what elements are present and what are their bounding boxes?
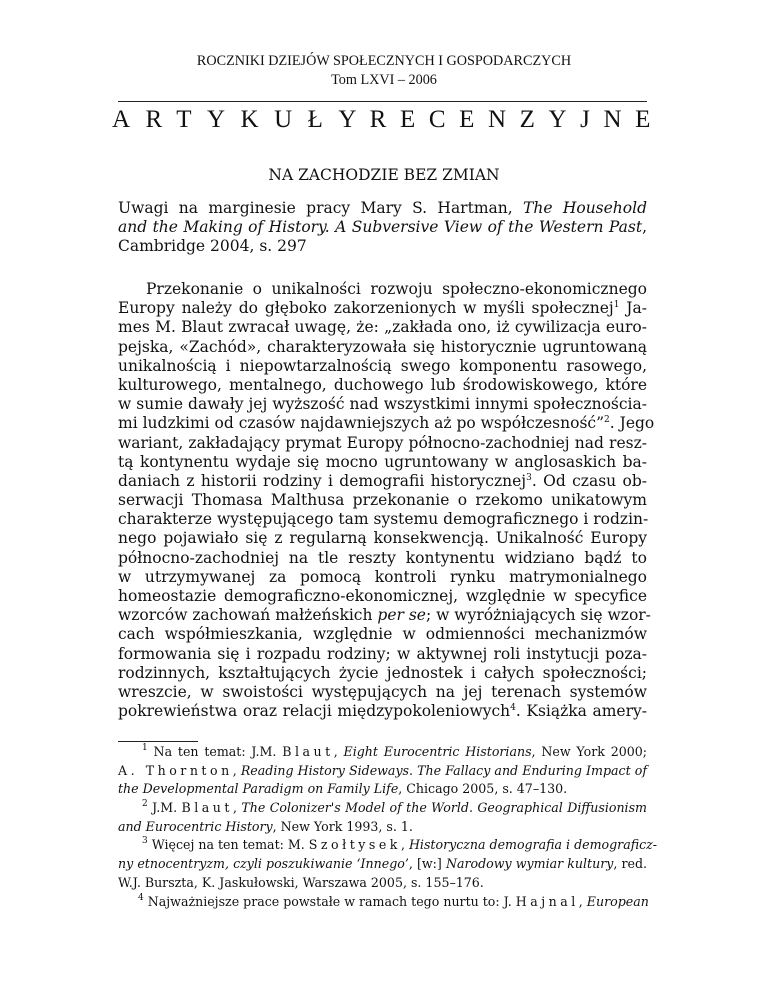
body-line xyxy=(118,299,647,318)
footnote-mark: 2 xyxy=(142,799,148,810)
body-line xyxy=(118,606,651,625)
footnote-title: Reading History Sideways. The Fallacy and Enduring Impact of xyxy=(240,762,647,778)
subtitle-line xyxy=(118,197,647,216)
body-italic: per se xyxy=(377,606,426,625)
footnote-text: , Chicago 2005, s. 47–130. xyxy=(398,781,568,797)
body-text: mi ludzkimi od czasów najdawniejszych aż po współczesność” xyxy=(118,414,605,433)
footnote-mark: 3 xyxy=(142,836,148,847)
footnote-ref[interactable]: 4 xyxy=(510,703,516,714)
footnote-title: the Developmental Paradigm on Family Life xyxy=(118,781,399,797)
article-title: NA ZACHODZIE BEZ ZMIAN xyxy=(268,166,500,184)
footnote-1-cont xyxy=(118,780,647,799)
body-line: formowania się i rozpadu rodziny; w aktywnej roli instytucji poza- xyxy=(118,644,647,663)
body-text: daniach z historii rodziny i demografii historycznej xyxy=(118,471,527,490)
footnote-title: Narodowy wymiar kultury xyxy=(445,856,614,872)
footnote-ref[interactable]: 3 xyxy=(526,472,532,483)
body-line: w sumie dawały jej wyższość nad wszystkimi innymi społecznościa- xyxy=(118,395,647,414)
footnote-text: , xyxy=(400,837,409,853)
body-text: . Jego xyxy=(609,414,655,433)
footnote-title: European xyxy=(586,893,649,909)
footnote-text: , xyxy=(232,800,242,816)
body-line: unikalnością i niepowtarzalnością swego komponentu rasowego, xyxy=(118,356,647,375)
footnote-title: and Eurocentric History xyxy=(118,818,273,834)
body-line: Przekonanie o unikalności rozwoju społeczno-ekonomicznego xyxy=(146,280,647,298)
body-text: ; w wyróżniających się wzor- xyxy=(425,606,651,625)
section-word-review: RECENZYJNE xyxy=(369,106,664,133)
body-text: pokrewieństwa oraz relacji międzypokoleniowych xyxy=(118,702,511,721)
journal-name: ROCZNIKI DZIEJÓW SPOŁECZNYCH I GOSPODARCZYCH xyxy=(196,53,572,69)
footnote-3 xyxy=(118,836,658,855)
body-line: charakterze występującego tam systemu demograficznego i rodzin- xyxy=(118,510,649,529)
footnote-text: , xyxy=(232,762,241,778)
footnote-text: Więcej na ten temat: M. xyxy=(147,837,309,853)
volume-info: Tom LXVI – 2006 xyxy=(331,72,437,88)
footnote-text: , xyxy=(578,893,587,909)
publication-info: Cambridge 2004, s. 297 xyxy=(118,237,307,256)
section-heading xyxy=(112,104,664,136)
footnote-rule xyxy=(118,741,198,742)
footnote-ref[interactable]: 2 xyxy=(604,415,610,426)
body-text: Europy należy do głęboko zakorzenionych w myśli społecznej xyxy=(118,299,614,318)
body-line: mes M. Blaut zwracał uwagę, że: „zakłada ono, iż cywilizacja euro- xyxy=(118,318,647,337)
footnote-3-cont xyxy=(118,874,647,893)
footnote-2 xyxy=(118,799,647,818)
footnote-text: , red. xyxy=(613,856,648,872)
footnote-mark: 4 xyxy=(138,892,144,903)
body-line: północno-zachodniej na tle reszty kontynentu widziano bądź to xyxy=(118,548,647,567)
footnote-title: Historyczna demografia i demograficz- xyxy=(408,837,658,853)
footnote-text: , xyxy=(333,744,344,759)
footnote-4 xyxy=(118,893,647,912)
footnote-text: , New York 2000; xyxy=(531,744,647,759)
footnote-text: W.J. Burszta, K. Jaskułowski, Warszawa 2005, s. 155–176. xyxy=(118,874,484,890)
body-text: Ja- xyxy=(619,299,647,318)
body-line: wreszcie, w swoistości występujących na jej terenach systemów xyxy=(118,682,647,701)
footnote-title: ny etnocentryzm, czyli poszukiwanie ‘Innego’ xyxy=(118,856,409,872)
book-title-part: The Household xyxy=(523,199,647,217)
body-line: kulturowego, mentalnego, duchowego lub środowiskowego, które xyxy=(118,375,647,394)
footnotes xyxy=(118,743,658,911)
body-text: wzorców zachowań małżeńskich xyxy=(118,606,373,625)
body-line: rodzinnych, kształtujących życie jednostek i całych społeczności; xyxy=(118,663,647,682)
body-line xyxy=(118,702,647,721)
footnote-text: , [w:] xyxy=(408,856,446,872)
subtitle-line xyxy=(118,235,647,254)
subtitle-intro: Uwagi na marginesie pracy Mary S. Hartman, xyxy=(118,199,513,217)
footnote-text: Na ten temat: J.M. xyxy=(147,744,283,759)
body-line: pejska, «Zachód», charakteryzowała się historycznie ugruntowaną xyxy=(118,337,647,356)
book-title-part: and the Making of History. A Subversive View of the Western Past xyxy=(118,218,643,237)
body-text: . Książka amery- xyxy=(515,702,647,721)
footnote-mark: 1 xyxy=(142,743,148,753)
subtitle-line xyxy=(118,216,647,235)
footnote-text: , New York 1993, s. 1. xyxy=(272,818,413,834)
header-rule xyxy=(118,101,647,102)
body-line: tą kontynentu wydaje się mocno ugruntowany w anglosaskich ba- xyxy=(118,452,647,471)
body-line: nego pojawiało się z regularną konsekwencją. Unikalność Europy xyxy=(118,529,647,548)
section-word-articles: ARTYKUŁY xyxy=(112,106,372,133)
footnote-title: Eight Eurocentric Historians xyxy=(343,744,532,759)
footnote-text: J.M. xyxy=(147,800,182,816)
body-line: homeostazie demograficzno-ekonomicznej, względnie w specyfice xyxy=(118,587,647,605)
footnote-1 xyxy=(118,743,647,762)
footnote-ref[interactable]: 1 xyxy=(613,300,620,311)
footnote-text: Najważniejsze prace powstałe w ramach tego nurtu to: J. xyxy=(143,893,516,909)
footnote-title: The Colonizer's Model of the World. Geographical Diffusionism xyxy=(241,800,647,816)
body-line: cach współmieszkania, względnie w odmienności mechanizmów xyxy=(118,625,647,644)
article-subtitle xyxy=(118,197,647,255)
footnote-author: A. Thornton xyxy=(118,762,233,778)
footnote-author: Hajnal xyxy=(515,893,579,909)
body-line xyxy=(118,414,655,433)
footnote-2-cont xyxy=(118,818,647,837)
footnote-author: Blaut xyxy=(181,800,233,816)
body-line: wariant, zakładający prymat Europy północno-zachodniej nad resz- xyxy=(118,433,647,452)
body-line xyxy=(118,472,647,491)
body-text: . Od czasu ob- xyxy=(531,471,647,490)
footnote-author: Szołtysek xyxy=(308,837,401,853)
article-body xyxy=(118,280,655,721)
subtitle-comma: , xyxy=(642,218,647,237)
body-line: w utrzymywanej za pomocą kontroli rynku matrymonialnego xyxy=(118,567,647,586)
body-line: serwacji Thomasa Malthusa przekonanie o rzekomo unikatowym xyxy=(118,491,647,510)
footnote-author: Blaut xyxy=(282,744,334,759)
footnote-1-cont xyxy=(118,762,647,781)
footnote-3-cont xyxy=(118,855,647,874)
